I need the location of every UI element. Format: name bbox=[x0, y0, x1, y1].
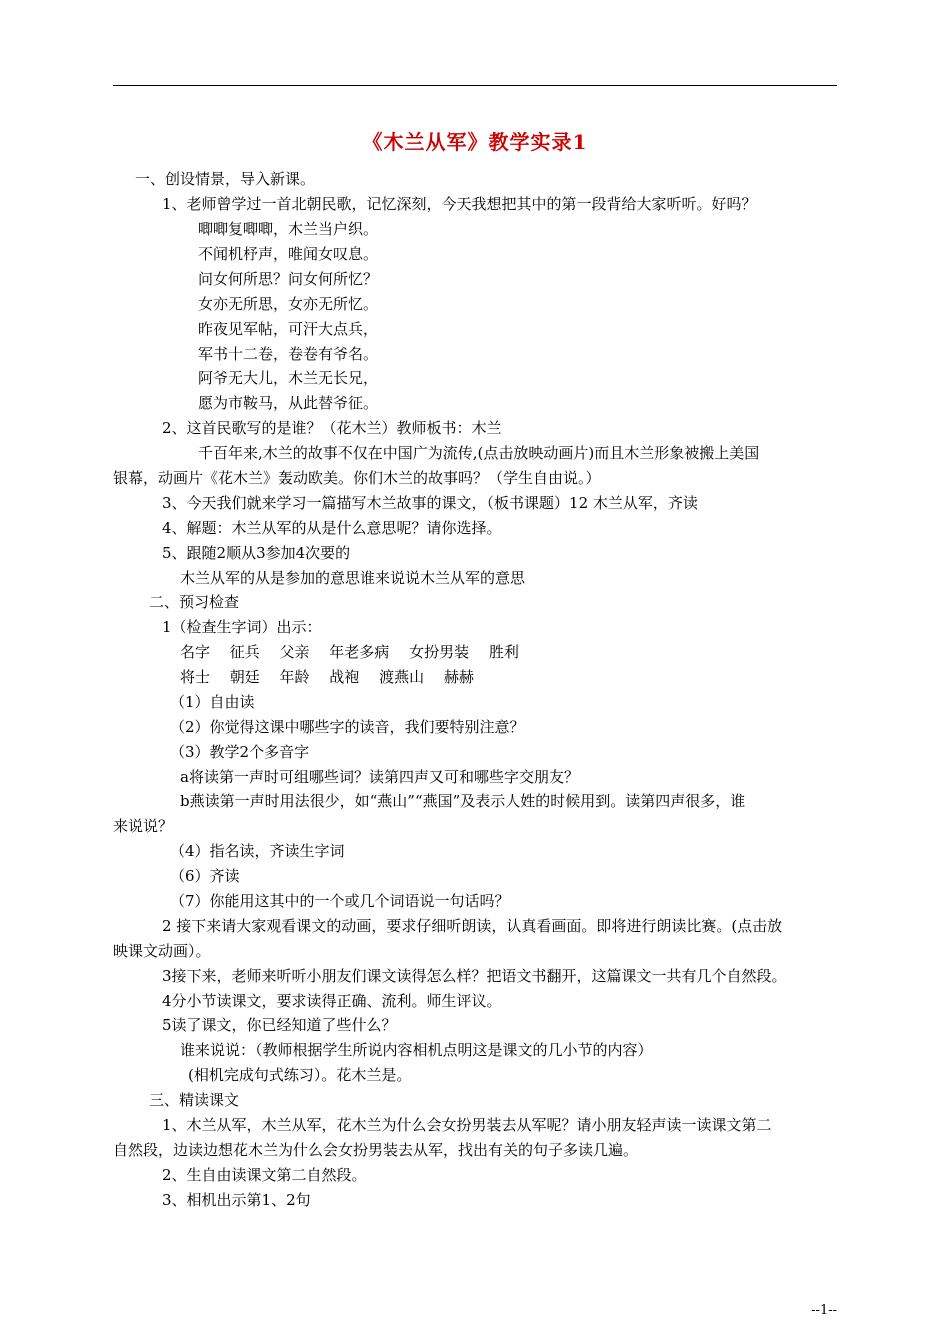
text-line: 自然段，边读边想花木兰为什么会女扮男装去从军，找出有关的句子多读几遍。 bbox=[113, 1141, 639, 1159]
text-line: 问女何所思？问女何所忆？ bbox=[198, 270, 379, 288]
text-line: 昨夜见军帖，可汗大点兵， bbox=[198, 320, 379, 338]
text-line: （2）你觉得这课中哪些字的读音，我们要特别注意？ bbox=[170, 718, 525, 736]
text-line: 5读了课文，你已经知道了些什么？ bbox=[162, 1016, 397, 1034]
text-line: 2、这首民歌写的是谁？（花木兰）教师板书：木兰 bbox=[162, 419, 502, 437]
text-line: 4、解题：木兰从军的从是什么意思呢？请你选择。 bbox=[162, 519, 502, 537]
text-line: 1、老师曾学过一首北朝民歌，记忆深刻，今天我想把其中的第一段背给大家听听。好吗？ bbox=[162, 195, 757, 213]
text-line: 女亦无所思，女亦无所忆。 bbox=[198, 295, 379, 313]
text-line: 阿爷无大儿，木兰无长兄， bbox=[198, 369, 379, 387]
text-line: （7）你能用这其中的一个或几个词语说一句话吗？ bbox=[170, 892, 510, 910]
text-line: 名字 征兵 父亲 年老多病 女扮男装 胜利 bbox=[180, 643, 519, 661]
text-line: 映课文动画）。 bbox=[113, 942, 211, 960]
text-line: 2 接下来请大家观看课文的动画，要求仔细听朗读，认真看画面。即将进行朗读比赛。(点击放 bbox=[162, 917, 783, 935]
text-line: 3、相机出示第1、2句 bbox=[162, 1191, 311, 1209]
text-line: 军书十二卷，卷卷有爷名。 bbox=[198, 345, 379, 363]
header-rule bbox=[113, 85, 837, 86]
text-line: 一、创设情景，导入新课。 bbox=[135, 170, 316, 188]
text-line: 1、木兰从军，木兰从军，花木兰为什么会女扮男装去从军呢？请小朋友轻声读一读课文第二 bbox=[162, 1116, 772, 1134]
page-title: 《木兰从军》教学实录1 bbox=[362, 130, 588, 154]
text-line: 银幕，动画片《花木兰》轰动欧美。你们木兰的故事吗？（学生自由说。） bbox=[113, 469, 601, 487]
text-line: （4）指名读，齐读生字词 bbox=[170, 842, 345, 860]
text-line: 二、预习检查 bbox=[149, 593, 240, 611]
text-line: (相机完成句式练习）。花木兰是。 bbox=[188, 1066, 412, 1084]
text-line: 谁来说说：（教师根据学生所说内容相机点明这是课文的几小节的内容） bbox=[180, 1041, 653, 1059]
text-line: 2、生自由读课文第二自然段。 bbox=[162, 1166, 367, 1184]
text-line: （6）齐读 bbox=[170, 867, 240, 885]
text-line: （1）自由读 bbox=[170, 693, 255, 711]
text-line: 愿为市鞍马，从此替爷征。 bbox=[198, 394, 379, 412]
text-line: 不闻机杼声，唯闻女叹息。 bbox=[198, 245, 379, 263]
text-line: 4分小节读课文，要求读得正确、流利。师生评议。 bbox=[162, 992, 502, 1010]
text-line: 来说说？ bbox=[113, 817, 174, 835]
text-line: b燕读第一声时用法很少，如“燕山”“燕国”及表示人姓的时候用到。读第四声很多，谁 bbox=[180, 792, 746, 810]
text-line: a将读第一声时可组哪些词？读第四声又可和哪些字交朋友？ bbox=[180, 768, 579, 786]
text-line: 将士 朝廷 年龄 战袍 渡燕山 赫赫 bbox=[180, 668, 474, 686]
text-line: 3、今天我们就来学习一篇描写木兰故事的课文，（板书课题）12 木兰从军，齐读 bbox=[162, 494, 698, 512]
text-line: 木兰从军的从是参加的意思谁来说说木兰从军的意思 bbox=[180, 569, 526, 587]
text-line: 三、精读课文 bbox=[149, 1091, 240, 1109]
text-line: 3接下来，老师来听听小朋友们课文读得怎么样？把语文书翻开，这篇课文一共有几个自然段。 bbox=[162, 967, 787, 985]
text-line: （3）教学2个多音字 bbox=[170, 743, 310, 761]
text-line: 5、跟随2顺从3参加4次要的 bbox=[162, 544, 351, 562]
text-line: 唧唧复唧唧，木兰当户织。 bbox=[198, 220, 379, 238]
text-line: 千百年来,木兰的故事不仅在中国广为流传,(点击放映动画片)而且木兰形象被搬上美国 bbox=[198, 444, 760, 462]
text-line: 1（检查生字词）出示： bbox=[162, 618, 322, 636]
page-number: --1-- bbox=[811, 1303, 837, 1318]
